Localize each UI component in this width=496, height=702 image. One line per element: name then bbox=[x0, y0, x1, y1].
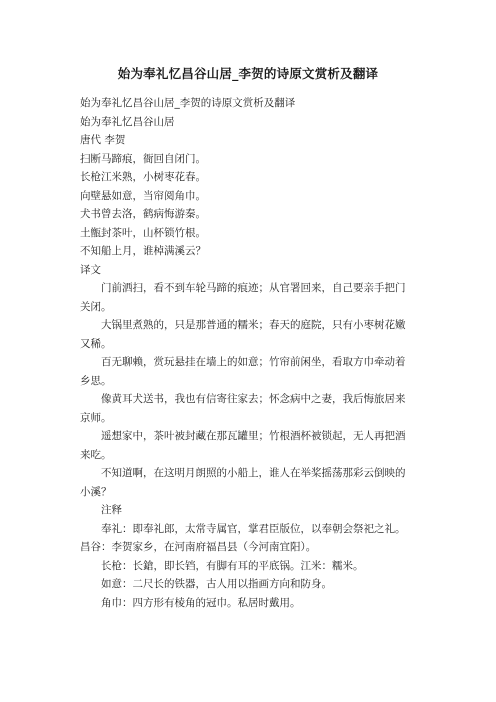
poem-line: 扫断马蹄痕，衙回自闭门。 bbox=[80, 152, 206, 165]
translation-paragraph: 百无聊赖，赏玩悬挂在墙上的如意；竹帘前闲坐，看取方巾牵动着乡思。 bbox=[80, 356, 406, 387]
translation-paragraph: 大锅里煮熟的，只是那普通的糯米；春天的庭院，只有小枣树花嫩又稀。 bbox=[80, 319, 406, 350]
poem-line: 向壁悬如意，当帘阅角巾。 bbox=[80, 189, 206, 202]
translation-paragraph: 不知道啊，在这明月朗照的小船上，谁人在举桨摇荡那彩云倒映的小溪？ bbox=[80, 467, 406, 498]
poem-author: 唐代 李贺 bbox=[80, 134, 126, 146]
subtitle-line: 始为奉礼忆昌谷山居_李贺的诗原文赏析及翻译 bbox=[80, 97, 296, 109]
note-paragraph: 奉礼：即奉礼郎，太常寺属官，掌君臣版位，以奉朝会祭祀之礼。昌谷：李贺家乡，在河南府福昌县（今河南宜阳）。 bbox=[80, 522, 406, 553]
notes-heading: 注释 bbox=[101, 504, 122, 516]
document-body bbox=[80, 94, 414, 612]
document-title: 始为奉礼忆昌谷山居_李贺的诗原文赏析及翻译 bbox=[117, 66, 379, 81]
translation-paragraph: 门前洒扫，看不到车轮马蹄的痕迹；从官署回来，自己要亲手把门关闭。 bbox=[80, 282, 406, 313]
poem-title: 始为奉礼忆昌谷山居 bbox=[80, 115, 175, 128]
note-paragraph: 长枪：长鎗，即长铛，有脚有耳的平底锅。江米：糯米。 bbox=[101, 559, 364, 572]
translation-heading: 译文 bbox=[80, 263, 101, 276]
poem-line: 长枪江米熟，小树枣花春。 bbox=[80, 171, 206, 183]
note-paragraph: 如意：二尺长的铁器，古人用以指画方向和防身。 bbox=[101, 578, 332, 590]
translation-paragraph: 像黄耳犬送书，我也有信寄往家去；怀念病中之妻，我后悔旅居来京师。 bbox=[80, 393, 406, 424]
poem-line: 犬书曾去洛，鹤病悔游秦。 bbox=[80, 208, 206, 220]
poem-line: 不知船上月，谁棹满溪云？ bbox=[80, 245, 206, 257]
poem-line: 土甑封茶叶，山杯锁竹根。 bbox=[80, 226, 206, 239]
note-paragraph: 角巾：四方形有棱角的冠巾。私居时戴用。 bbox=[101, 596, 301, 609]
translation-paragraph: 遥想家中，茶叶被封藏在那瓦罐里；竹根酒杯被锁起，无人再把酒来吃。 bbox=[80, 430, 406, 461]
